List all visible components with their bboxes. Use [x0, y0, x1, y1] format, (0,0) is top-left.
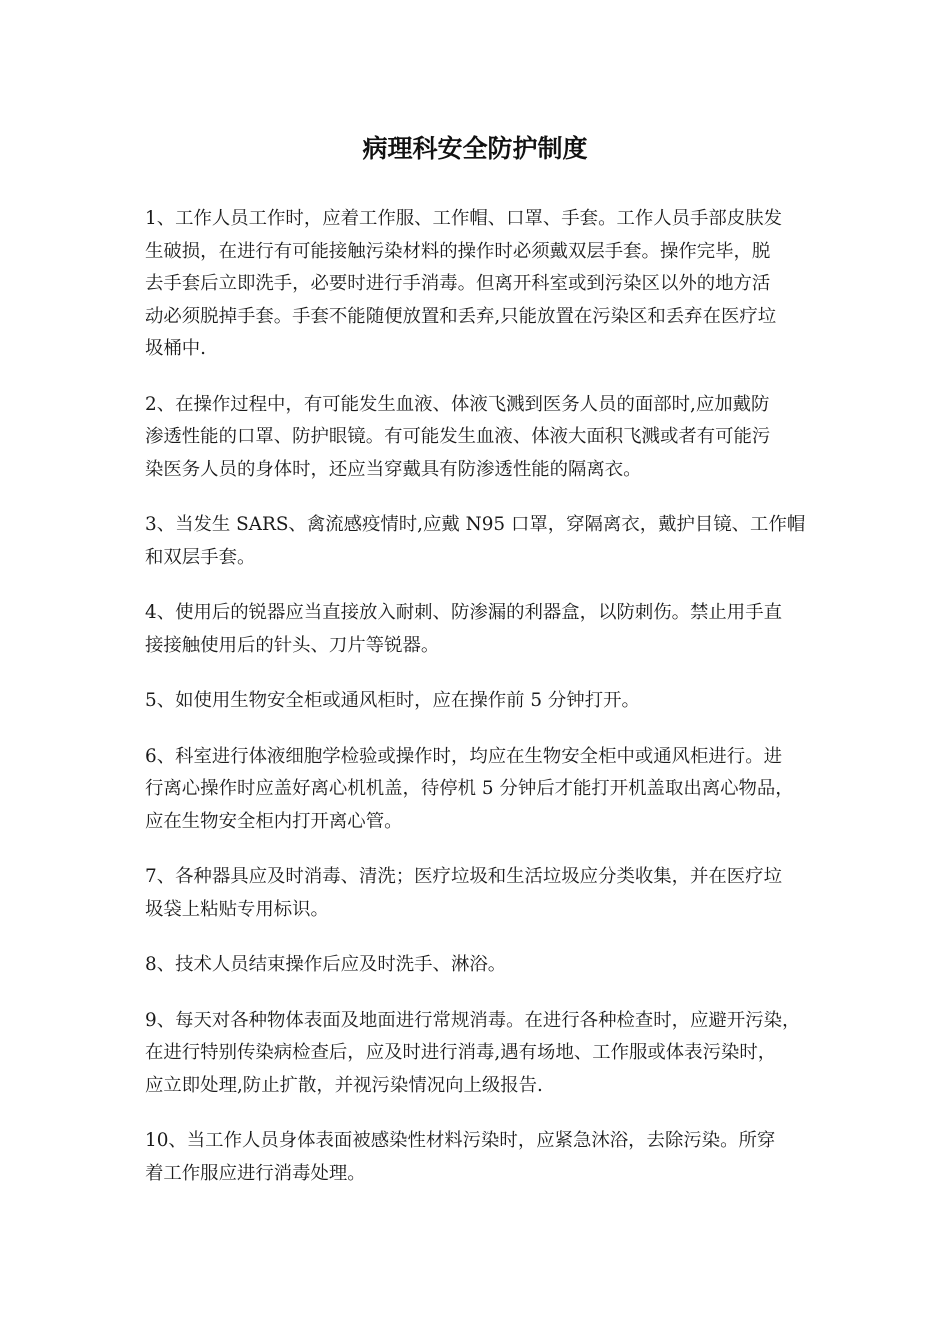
- clause-line: 生破损，在进行有可能接触污染材料的操作时必须戴双层手套。操作完毕，脱: [145, 240, 771, 262]
- clause-paragraph: [145, 1125, 835, 1190]
- clause-line: 应在生物安全柜内打开离心管。: [145, 810, 403, 832]
- clause-line: 5、如使用生物安全柜或通风柜时，应在操作前 5 分钟打开。: [145, 690, 640, 711]
- clause-line: 接接触使用后的针头、刀片等锐器。: [145, 634, 440, 656]
- clause-line: 着工作服应进行消毒处理。: [145, 1162, 366, 1184]
- clause-line: 1、工作人员工作时，应着工作服、工作帽、口罩、手套。工作人员手部皮肤发: [145, 208, 782, 229]
- clause-line: 圾袋上粘贴专用标识。: [145, 898, 329, 920]
- clause-paragraph: [145, 741, 835, 839]
- clause-line: 9、每天对各种物体表面及地面进行常规消毒。在进行各种检查时，应避开污染，: [145, 1009, 801, 1031]
- clause-paragraph: [145, 389, 835, 487]
- clause-paragraph: [145, 1005, 835, 1103]
- clause-line: 渗透性能的口罩、防护眼镜。有可能发生血液、体液大面积飞溅或者有可能污: [145, 426, 771, 447]
- clause-line: 染医务人员的身体时，还应当穿戴具有防渗透性能的隔离衣。: [145, 458, 642, 480]
- clause-line: 7、各种器具应及时消毒、清洗；医疗垃圾和生活垃圾应分类收集，并在医疗垃: [145, 866, 782, 887]
- clause-line: 和双层手套。: [145, 546, 256, 568]
- clause-paragraph: [145, 509, 835, 574]
- clause-paragraph: [145, 861, 835, 926]
- clause-line: 行离心操作时应盖好离心机机盖，待停机 5 分钟后才能打开机盖取出离心物品，: [145, 778, 794, 799]
- clause-line: 4、使用后的锐器应当直接放入耐刺、防渗漏的利器盒，以防刺伤。禁止用手直: [145, 602, 782, 623]
- clause-paragraph: [145, 949, 835, 982]
- clause-paragraph: [145, 203, 835, 366]
- clause-list: [145, 203, 835, 1213]
- clause-line: 6、科室进行体液细胞学检验或操作时，均应在生物安全柜中或通风柜进行。进: [145, 745, 782, 767]
- clause-line: 动必须脱掉手套。手套不能随便放置和丢弃,只能放置在污染区和丢弃在医疗垃: [145, 305, 777, 327]
- clause-line: 8、技术人员结束操作后应及时洗手、淋浴。: [145, 954, 507, 975]
- clause-line: 去手套后立即洗手，必要时进行手消毒。但离开科室或到污染区以外的地方活: [145, 273, 771, 294]
- clause-line: 3、当发生 SARS、禽流感疫情时,应戴 N95 口罩，穿隔离衣，戴护目镜、工作帽: [145, 514, 806, 535]
- clause-paragraph: [145, 597, 835, 662]
- clause-paragraph: [145, 685, 835, 718]
- clause-line: 应立即处理,防止扩散，并视污染情况向上级报告.: [145, 1074, 543, 1096]
- clause-line: 在进行特别传染病检查后，应及时进行消毒,遇有场地、工作服或体表污染时，: [145, 1042, 777, 1063]
- clause-line: 2、在操作过程中，有可能发生血液、体液飞溅到医务人员的面部时,应加戴防: [145, 393, 770, 415]
- document-title: 病理科安全防护制度: [362, 134, 588, 163]
- clause-line: 10、当工作人员身体表面被感染性材料污染时，应紧急沐浴，去除污染。所穿: [145, 1130, 776, 1151]
- clause-line: 圾桶中.: [145, 338, 207, 359]
